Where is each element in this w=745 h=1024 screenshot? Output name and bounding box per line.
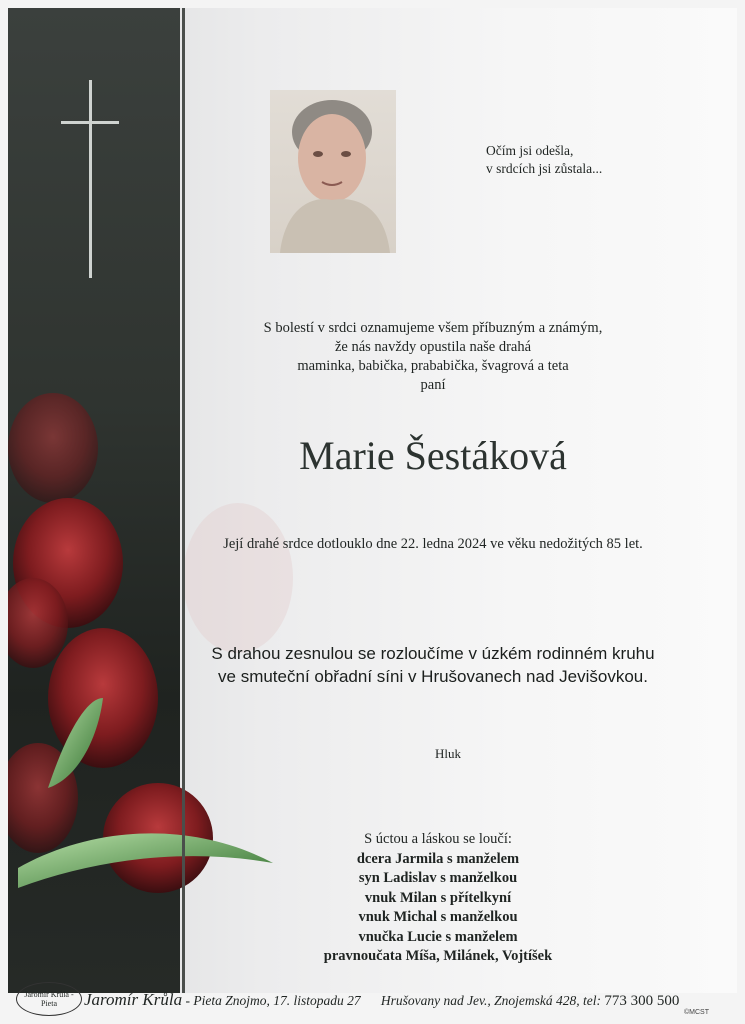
footer-brand: Jaromír Krůla <box>84 990 183 1009</box>
motto-line: v srdcích jsi zůstala... <box>486 161 603 176</box>
motto <box>486 142 656 178</box>
intro-line: S bolestí v srdci oznamujeme všem příbuzným a známým, <box>263 320 603 336</box>
footer-phone: 773 300 500 <box>604 993 680 1009</box>
motto-line: Očím jsi odešla, <box>486 143 574 158</box>
farewell-line: ve smuteční obřadní síni v Hrušovanech nad Jevišovkou. <box>218 667 648 686</box>
mourner: syn Ladislav s manželkou <box>358 870 518 886</box>
stamp-text: Jaromír Krůla - Pieta <box>24 990 74 1008</box>
farewell-info <box>188 642 678 688</box>
mourner: pravnoučata Míša, Milánek, Vojtíšek <box>323 948 553 964</box>
intro-line: že nás navždy opustila naše drahá <box>334 339 532 355</box>
funeral-service-stamp <box>16 982 82 1016</box>
portrait-photo <box>270 90 396 253</box>
farewell-line: S drahou zesnulou se rozloučíme v úzkém rodinném kruhu <box>211 644 655 663</box>
deceased-name: Marie Šestáková <box>299 433 567 478</box>
obituary-page <box>8 8 737 993</box>
footer-contact <box>84 990 724 1010</box>
divider-line <box>182 8 185 993</box>
announcement-intro <box>208 319 658 395</box>
footer-address-2: Hrušovany nad Jev., Znojemská 428, tel: <box>380 993 602 1008</box>
mourners-list <box>238 830 638 967</box>
intro-line: maminka, babička, prababička, švagrová a teta <box>297 358 569 374</box>
mourner: vnuk Michal s manželkou <box>358 909 518 925</box>
death-statement: Její drahé srdce dotlouklo dne 22. ledna 2024 ve věku nedožitých 85 let. <box>223 536 643 552</box>
cross-icon-bar <box>61 121 119 124</box>
mourners-intro: S úctou a láskou se loučí: <box>364 831 512 847</box>
cross-icon <box>89 80 92 278</box>
dark-side-band <box>8 8 180 993</box>
mourner: dcera Jarmila s manželem <box>356 850 520 867</box>
place-name: Hluk <box>435 746 461 761</box>
mourner: vnučka Lucie s manželem <box>358 928 518 945</box>
copyright-mark: ©MCST <box>684 1009 709 1016</box>
intro-line: paní <box>420 377 446 393</box>
footer <box>8 982 737 1022</box>
footer-address-1: - Pieta Znojmo, 17. listopadu 27 <box>182 993 361 1008</box>
mourner: vnuk Milan s přítelkyní <box>364 889 512 906</box>
